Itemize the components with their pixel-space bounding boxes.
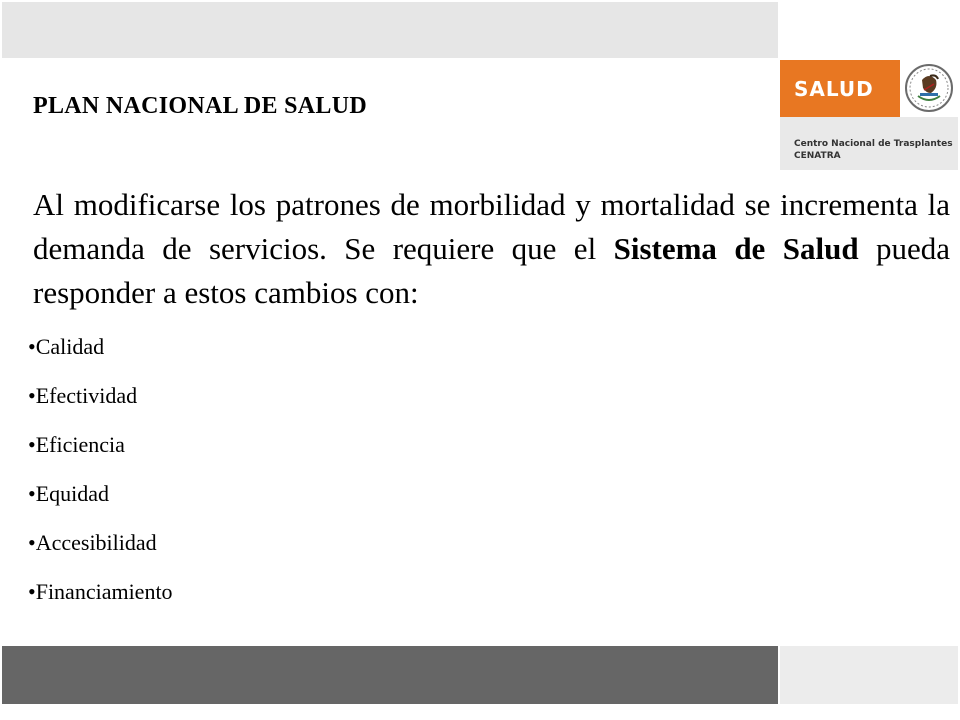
intro-text-end: pueda responder a estos cambios con: <box>33 231 950 310</box>
list-item: •Efectividad <box>28 383 138 408</box>
logo-org-panel <box>780 117 958 170</box>
logo-label: SALUD <box>794 77 874 101</box>
bottom-right-panel <box>780 646 958 704</box>
coat-of-arms-icon <box>900 60 958 117</box>
top-banner <box>2 2 778 58</box>
top-right-spacer <box>780 0 960 60</box>
logo-orange-panel <box>780 60 900 117</box>
list-item: •Financiamiento <box>28 579 173 604</box>
list-item: •Calidad <box>28 334 105 359</box>
intro-paragraph <box>33 183 950 315</box>
salud-logo <box>780 60 958 170</box>
list-item: •Eficiencia <box>28 432 125 457</box>
bullet-list <box>28 332 173 626</box>
org-name: Centro Nacional de Trasplantes <box>794 139 953 149</box>
list-item: •Equidad <box>28 481 110 506</box>
intro-text-start: Al modificarse los patrones de morbilidad y mortalidad se incrementa la demanda de servicios. Se requiere que el <box>33 187 950 266</box>
page-title: PLAN NACIONAL DE SALUD <box>33 93 367 119</box>
list-item: •Accesibilidad <box>28 530 157 555</box>
bottom-banner <box>2 646 778 704</box>
org-acronym: CENATRA <box>794 151 841 161</box>
intro-emphasis: Sistema de Salud <box>613 231 859 266</box>
